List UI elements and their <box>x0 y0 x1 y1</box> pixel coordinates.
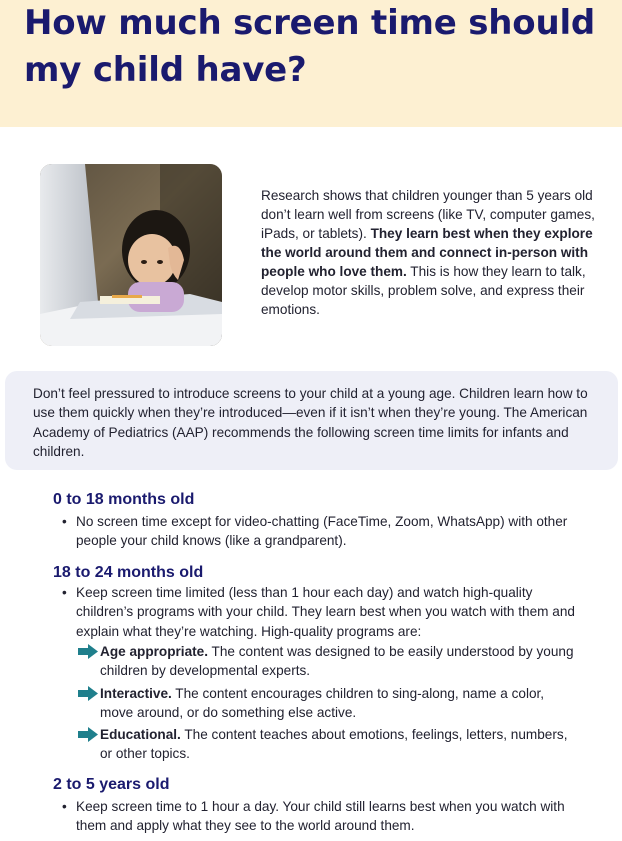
bullet-text: Keep screen time to 1 hour a day. Your child still learns best when you watch with them and apply what they see to the world around them. <box>76 799 565 834</box>
intro-paragraph <box>261 186 596 319</box>
section-bullet-18-24-months <box>62 583 582 641</box>
arrow-right-icon <box>78 686 98 701</box>
bullet-text: Keep screen time limited (less than 1 hour each day) and watch high-quality children’s programs with your child. They learn best when you watch with them and explain what they’re watching. High-quality programs are: <box>76 585 575 639</box>
subitem-educational <box>78 725 578 764</box>
bullet-dot: • <box>62 585 67 600</box>
subitem-label: Interactive. <box>100 686 172 701</box>
subitem-label: Educational. <box>100 727 181 742</box>
subitem-text: The content was designed to be easily understood by young children by developmental experts. <box>100 644 574 679</box>
subitem-interactive <box>78 684 578 723</box>
callout-text: Don’t feel pressured to introduce screens to your child at a young age. Children learn how to use them quickly when they’re introduced—even if it isn’t when they’re young. The American Academy of Pediatrics (AAP) recommends the following screen time limits for infants and children. <box>33 386 588 459</box>
bullet-dot: • <box>62 799 67 814</box>
section-heading-0-18-months: 0 to 18 months old <box>53 491 195 508</box>
section-heading-2-5-years: 2 to 5 years old <box>53 776 170 793</box>
subitem-text: The content teaches about emotions, feelings, letters, numbers, or other topics. <box>100 727 568 762</box>
subitem-label: Age appropriate. <box>100 644 209 659</box>
subitem-text: The content encourages children to sing-along, name a color, move around, or do something else active. <box>100 686 545 721</box>
section-bullet-2-5-years <box>62 797 582 836</box>
child-at-laptop-photo <box>40 164 222 346</box>
callout-box <box>5 371 618 470</box>
arrow-right-icon <box>78 727 98 742</box>
bullet-dot: • <box>62 514 67 529</box>
subitem-age-appropriate <box>78 642 578 681</box>
page-title: How much screen time should my child have? <box>24 3 596 90</box>
intro-bold-text: They learn best when they explore the world around them and connect in-person with people who love them. <box>261 226 593 279</box>
intro-text-end: This is how they learn to talk, develop motor skills, problem solve, and express their emotions. <box>261 264 586 317</box>
arrow-right-icon <box>78 644 98 659</box>
header-banner <box>0 0 622 127</box>
section-bullet-0-18-months <box>62 512 582 551</box>
intro-text: Research shows that children younger than 5 years old don’t learn well from screens (like TV, computer games, iPads, or tablets). <box>261 188 595 241</box>
bullet-text: No screen time except for video-chatting (FaceTime, Zoom, WhatsApp) with other people your child knows (like a grandparent). <box>76 514 568 549</box>
section-heading-18-24-months: 18 to 24 months old <box>53 564 204 581</box>
